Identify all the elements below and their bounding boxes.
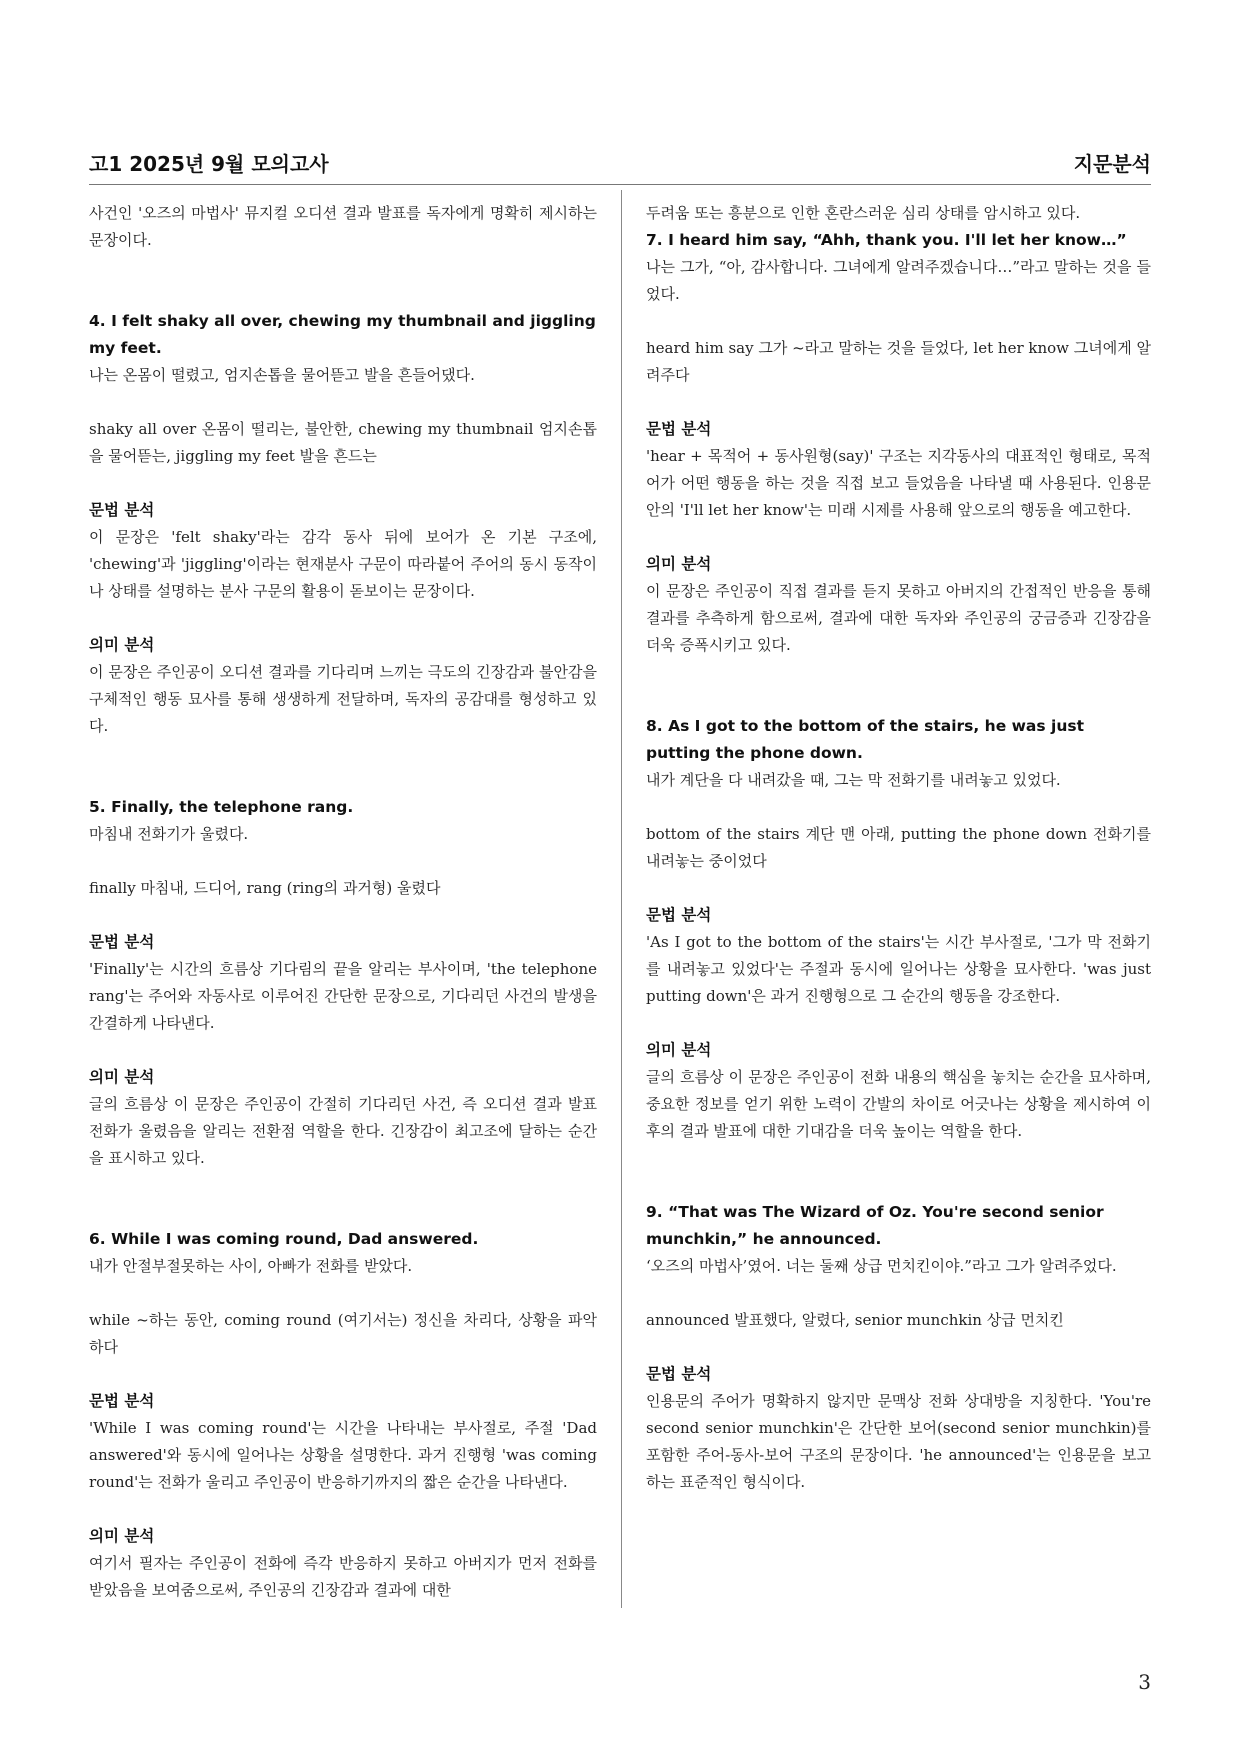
spacer [89,740,597,794]
grammar-label: 문법 분석 [89,501,155,519]
spacer [646,389,1151,416]
english-sentence: 5. Finally, the telephone rang. [89,798,354,816]
meaning-label: 의미 분석 [646,1041,712,1059]
spacer [89,848,597,875]
spacer [89,470,597,497]
translation: 나는 온몸이 떨렸고, 엄지손톱을 물어뜯고 발을 흔들어댔다. [89,366,475,384]
spacer [646,1334,1151,1361]
grammar-label: 문법 분석 [646,906,712,924]
grammar-analysis: 'As I got to the bottom of the stairs'는 시간 부사절로, '그가 막 전화기를 내려놓고 있었다'는 주절과 동시에 일어나는 상황을 묘사한다. 'was just putting down'은 과거 진행형으로 그 순간의 행동을 강조한다. [646,933,1151,1005]
continued-text: 두려움 또는 흥분으로 인한 혼란스러운 심리 상태를 암시하고 있다. [646,204,1081,222]
vocabulary: announced 발표했다, 알렸다, senior munchkin 상급 먼치킨 [646,1311,1064,1329]
translation: 마침내 전화기가 울렸다. [89,825,249,843]
grammar-label: 문법 분석 [646,420,712,438]
spacer [646,1280,1151,1307]
meaning-label: 의미 분석 [89,636,155,654]
english-sentence: 9. “That was The Wizard of Oz. You're second senior munchkin,” he announced. [646,1203,1104,1248]
spacer [646,794,1151,821]
sentence-block-8 [646,713,1151,1145]
spacer [646,308,1151,335]
english-sentence: 7. I heard him say, “Ahh, thank you. I'll let her know…” [646,231,1127,249]
grammar-label: 문법 분석 [89,1392,155,1410]
grammar-label: 문법 분석 [646,1365,712,1383]
english-sentence: 4. I felt shaky all over, chewing my thumbnail and jiggling my feet. [89,312,596,357]
sentence-block-9 [646,1199,1151,1496]
spacer [89,1037,597,1064]
vocabulary: shaky all over 온몸이 떨리는, 불안한, chewing my thumbnail 엄지손톱을 물어뜯는, jiggling my feet 발을 흔드는 [89,420,597,465]
meaning-label: 의미 분석 [646,555,712,573]
spacer [646,875,1151,902]
continued-text: 사건인 '오즈의 마법사' 뮤지컬 오디션 결과 발표를 독자에게 명확히 제시하는 문장이다. [89,204,597,249]
grammar-analysis: 'While I was coming round'는 시간을 나타내는 부사절로, 주절 'Dad answered'와 동시에 일어나는 상황을 설명한다. 과거 진행형 'was coming round'는 전화가 울리고 주인공이 반응하기까지의 짧은 순간을 나타낸다. [89,1419,597,1491]
translation: 나는 그가, “아, 감사합니다. 그녀에게 알려주겠습니다…”라고 말하는 것을 들었다. [646,258,1151,303]
spacer [89,1361,597,1388]
page-number: 3 [1138,1670,1151,1694]
spacer [89,389,597,416]
grammar-label: 문법 분석 [89,933,155,951]
translation: ‘오즈의 마법사’였어. 너는 둘째 상급 먼치킨이야.”라고 그가 알려주었다. [646,1257,1117,1275]
spacer [89,605,597,632]
grammar-analysis: 'hear + 목적어 + 동사원형(say)' 구조는 지각동사의 대표적인 형태로, 목적어가 어떤 행동을 하는 것을 직접 보고 들었음을 나타낼 때 사용된다. 인용문 안의 'I'll let her know'는 미래 시제를 사용해 앞으로의 행동을 예고한다. [646,447,1151,519]
meaning-analysis: 글의 흐름상 이 문장은 주인공이 전화 내용의 핵심을 놓치는 순간을 묘사하며, 중요한 정보를 얻기 위한 노력이 간발의 차이로 어긋나는 상황을 제시하여 이후의 결과 발표에 대한 기대감을 더욱 높이는 역할을 한다. [646,1068,1151,1140]
meaning-analysis: 글의 흐름상 이 문장은 주인공이 간절히 기다리던 사건, 즉 오디션 결과 발표 전화가 울렸음을 알리는 전환점 역할을 한다. 긴장감이 최고조에 달하는 순간을 표시하고 있다. [89,1095,597,1167]
english-sentence: 8. As I got to the bottom of the stairs, he was just putting the phone down. [646,717,1084,762]
english-sentence: 6. While I was coming round, Dad answered. [89,1230,479,1248]
spacer [646,1010,1151,1037]
section-title: 지문분석 [1073,152,1151,176]
grammar-analysis: 'Finally'는 시간의 흐름상 기다림의 끝을 알리는 부사이며, 'the telephone rang'는 주어와 자동사로 이루어진 간단한 문장으로, 기다리던 사건의 발생을 간결하게 나타낸다. [89,960,597,1032]
meaning-label: 의미 분석 [89,1068,155,1086]
translation: 내가 안절부절못하는 사이, 아빠가 전화를 받았다. [89,1257,413,1275]
translation: 내가 계단을 다 내려갔을 때, 그는 막 전화기를 내려놓고 있었다. [646,771,1061,789]
vocabulary: bottom of the stairs 계단 맨 아래, putting the phone down 전화기를 내려놓는 중이었다 [646,825,1151,870]
vocabulary: finally 마침내, 드디어, rang (ring의 과거형) 울렸다 [89,879,441,897]
spacer [89,1496,597,1523]
meaning-analysis: 여기서 필자는 주인공이 전화에 즉각 반응하지 못하고 아버지가 먼저 전화를 받았음을 보여줌으로써, 주인공의 긴장감과 결과에 대한 [89,1554,597,1599]
vocabulary: heard him say 그가 ~라고 말하는 것을 들었다, let her know 그녀에게 알려주다 [646,339,1151,384]
meaning-analysis: 이 문장은 주인공이 직접 결과를 듣지 못하고 아버지의 간접적인 반응을 통해 결과를 추측하게 함으로써, 결과에 대한 독자와 주인공의 궁금증과 긴장감을 더욱 증폭시키고 있다. [646,582,1151,654]
spacer [646,1145,1151,1199]
spacer [89,902,597,929]
page-header [89,146,1151,185]
spacer [89,254,597,308]
spacer [89,1280,597,1307]
grammar-analysis: 이 문장은 'felt shaky'라는 감각 동사 뒤에 보어가 온 기본 구조에, 'chewing'과 'jiggling'이라는 현재분사 구문이 따라붙어 주어의 동시 동작이나 상태를 설명하는 분사 구문의 활용이 돋보이는 문장이다. [89,528,597,600]
spacer [89,1172,597,1226]
sentence-block-4 [89,308,597,740]
sentence-block-5 [89,794,597,1172]
sentence-block-6 [89,1226,597,1604]
spacer [646,524,1151,551]
sentence-block-7 [646,227,1151,659]
grammar-analysis: 인용문의 주어가 명확하지 않지만 문맥상 전화 상대방을 지칭한다. 'You're second senior munchkin'은 간단한 보어(second senior munchkin)를 포함한 주어-동사-보어 구조의 문장이다. 'he announced'는 인용문을 보고하는 표준적인 형식이다. [646,1392,1151,1491]
meaning-label: 의미 분석 [89,1527,155,1545]
left-column [89,200,597,1604]
right-column [646,200,1151,1496]
spacer [646,659,1151,713]
column-divider [621,190,622,1608]
vocabulary: while ~하는 동안, coming round (여기서는) 정신을 차리다, 상황을 파악하다 [89,1311,597,1356]
document-title: 고1 2025년 9월 모의고사 [89,152,329,176]
meaning-analysis: 이 문장은 주인공이 오디션 결과를 기다리며 느끼는 극도의 긴장감과 불안감을 구체적인 행동 묘사를 통해 생생하게 전달하며, 독자의 공감대를 형성하고 있다. [89,663,597,735]
